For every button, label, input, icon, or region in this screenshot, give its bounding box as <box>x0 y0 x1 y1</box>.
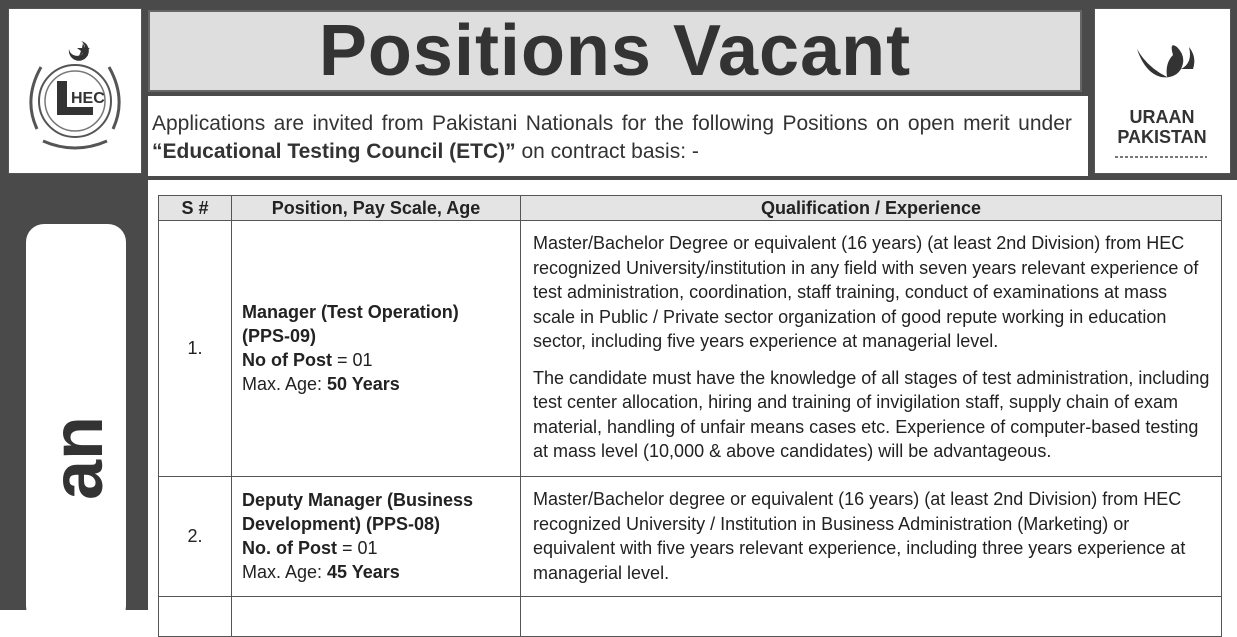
intro-suffix: on contract basis: - <box>515 140 699 163</box>
intro-word: from <box>381 112 424 135</box>
max-age: Max. Age: 45 Years <box>242 562 400 582</box>
intro-word: Nationals <box>525 112 614 135</box>
intro-word: are <box>273 112 305 135</box>
col-header-position: Position, Pay Scale, Age <box>232 196 521 221</box>
intro-word: for <box>621 112 647 135</box>
side-banner-text: an <box>38 415 118 500</box>
intro-text <box>148 96 1088 176</box>
intro-word: merit <box>963 112 1010 135</box>
page-title: Positions Vacant <box>318 11 912 91</box>
hec-emblem-icon <box>9 9 141 173</box>
position-title: Manager (Test Operation) (PPS-09) <box>242 302 459 347</box>
qualification-paragraph: The candidate must have the knowledge of all stages of test administration, including test center allocation, hiring and training of invigilation staff, supply chain of exam material, handling of unfair means cases etc. Experience of computer-based testing at mass level (10,000 & above candidates) will be advantageous. <box>533 367 1210 461</box>
intro-word: on <box>876 112 900 135</box>
intro-word: following <box>692 112 775 135</box>
falcon-icon <box>1137 45 1183 77</box>
row-serial: 1. <box>159 221 232 477</box>
posts-count: No. of Post = 01 <box>242 538 378 558</box>
intro-word: Pakistani <box>432 112 518 135</box>
intro-word: invited <box>312 112 374 135</box>
intro-word: Positions <box>782 112 868 135</box>
title-banner <box>148 10 1082 92</box>
hec-logo-text: HEC <box>71 90 105 107</box>
table-row <box>159 596 1222 636</box>
intro-word: Applications <box>152 112 266 135</box>
table-row <box>159 221 1222 477</box>
row-position <box>232 221 521 477</box>
intro-word: the <box>654 112 684 135</box>
uraan-pakistan-logo <box>1095 9 1230 173</box>
row-serial: 2. <box>159 476 232 596</box>
pakistan-text: PAKISTAN <box>1117 127 1207 147</box>
content-area <box>148 180 1237 610</box>
table-header-row <box>159 196 1222 221</box>
intro-line-1 <box>152 110 1072 138</box>
intro-line-2 <box>152 138 1072 166</box>
col-header-qualification: Qualification / Experience <box>521 196 1222 221</box>
table-row <box>159 476 1222 596</box>
uraan-logo-box <box>1094 8 1231 174</box>
row-position <box>232 476 521 596</box>
hec-logo-box <box>8 8 142 174</box>
row-qualification <box>521 476 1222 596</box>
uraan-text: URAAN <box>1129 107 1195 127</box>
qualification-paragraph: Master/Bachelor degree or equivalent (16 years) (at least 2nd Division) from HEC recognized University / Institution in Business Administration (Marketing) or equivalent with five years relevant experience, including three years experience at managerial level. <box>533 489 1186 583</box>
position-title: Deputy Manager (Business Development) (PPS-08) <box>242 490 474 534</box>
posts-count: No of Post = 01 <box>242 350 373 371</box>
intro-word: under <box>1018 112 1072 135</box>
qualification-paragraph: Master/Bachelor Degree or equivalent (16 years) (at least 2nd Division) from HEC recognized University/institution in any field with seven years relevant experience of test administration, coordination, staff training, conduct of examinations at mass scale in Public / Private sector organization of good repute working in education sector, including five years experience at managerial level. <box>533 233 1199 351</box>
col-header-sn: S # <box>159 196 232 221</box>
intro-org-name: “Educational Testing Council (ETC)” <box>152 140 516 163</box>
row-qualification <box>521 221 1222 477</box>
positions-table <box>158 195 1222 637</box>
intro-word: open <box>907 112 955 135</box>
max-age: Max. Age: 50 Years <box>242 374 400 395</box>
